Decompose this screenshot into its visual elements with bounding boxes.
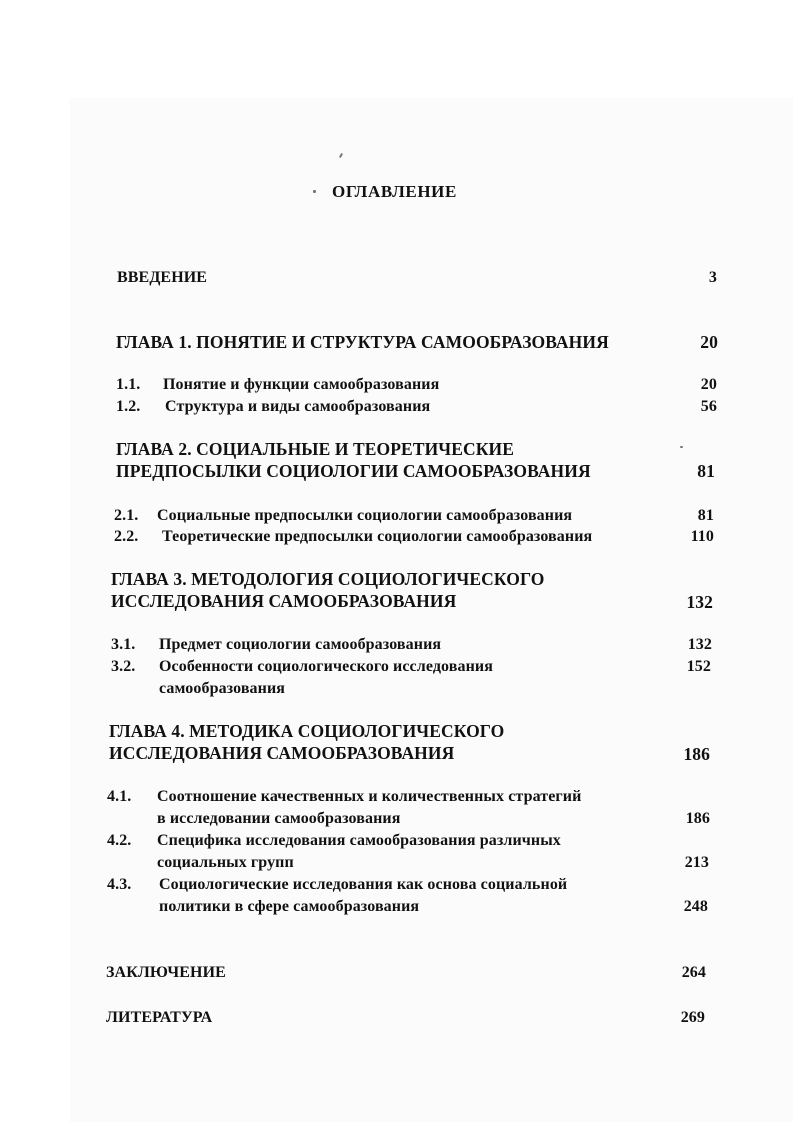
- section-1-2-page: 56: [700, 398, 717, 415]
- section-4-2-number: 4.2.: [107, 832, 132, 849]
- section-4-2-title-line-1: Специфика исследования самообразования различных: [157, 832, 561, 849]
- section-2-1-page: 81: [697, 507, 714, 524]
- section-4-1-title-line-1: Соотношение качественных и количественных стратегий: [157, 788, 582, 805]
- section-3-2-number: 3.2.: [111, 658, 136, 675]
- chapter-2-title-line-2: ПРЕДПОСЫЛКИ СОЦИОЛОГИИ САМООБРАЗОВАНИЯ: [116, 461, 591, 481]
- section-2-1-title: Социальные предпосылки социологии самообразования: [157, 507, 573, 524]
- section-1-1-number: 1.1.: [116, 376, 141, 393]
- chapter-2-title-line-1: ГЛАВА 2. СОЦИАЛЬНЫЕ И ТЕОРЕТИЧЕСКИЕ: [116, 439, 515, 459]
- chapter-4-title-line-1: ГЛАВА 4. МЕТОДИКА СОЦИОЛОГИЧЕСКОГО: [109, 721, 505, 741]
- section-1-2-number: 1.2.: [116, 398, 141, 415]
- section-3-2-page: 152: [686, 658, 711, 675]
- chapter-3-page: 132: [686, 592, 713, 612]
- section-4-2-page: 213: [684, 854, 709, 871]
- section-3-1-page: 132: [687, 636, 712, 653]
- section-1-1-page: 20: [700, 376, 717, 393]
- section-4-1-number: 4.1.: [107, 788, 132, 805]
- section-3-2-title-line-1: Особенности социологического исследования: [159, 658, 493, 675]
- literature-page: 269: [680, 1009, 705, 1026]
- section-3-1-number: 3.1.: [111, 636, 136, 653]
- section-4-3-page: 248: [683, 898, 708, 915]
- chapter-3-title-line-2: ИССЛЕДОВАНИЯ САМООБРАЗОВАНИЯ: [111, 591, 457, 611]
- section-3-2-title-line-2: самообразования: [159, 680, 286, 697]
- section-4-2-title-line-2: социальных групп: [157, 854, 294, 871]
- literature-label: ЛИТЕРАТУРА: [106, 1009, 213, 1026]
- section-4-3-title-line-1: Социологические исследования как основа социальной: [159, 876, 568, 893]
- section-2-1-number: 2.1.: [114, 507, 139, 524]
- toc-title: ОГЛАВЛЕНИЕ: [332, 182, 457, 201]
- conclusion-label: ЗАКЛЮЧЕНИЕ: [106, 964, 226, 981]
- section-4-1-title-line-2: в исследовании самообразования: [157, 810, 401, 827]
- section-2-2-title: Теоретические предпосылки социологии самообразования: [162, 528, 593, 545]
- chapter-3-title-line-1: ГЛАВА 3. МЕТОДОЛОГИЯ СОЦИОЛОГИЧЕСКОГО: [111, 569, 545, 589]
- section-4-3-number: 4.3.: [107, 876, 132, 893]
- chapter-2-page: 81: [697, 461, 715, 481]
- intro-label: ВВЕДЕНИЕ: [117, 269, 208, 286]
- chapter-1-title: ГЛАВА 1. ПОНЯТИЕ И СТРУКТУРА САМООБРАЗОВАНИЯ: [116, 332, 609, 352]
- section-1-1-title: Понятие и функции самообразования: [163, 376, 440, 393]
- section-4-3-title-line-2: политики в сфере самообразования: [159, 898, 420, 915]
- section-3-1-title: Предмет социологии самообразования: [159, 636, 442, 653]
- section-4-1-page: 186: [685, 810, 710, 827]
- section-2-2-page: 110: [690, 528, 714, 545]
- chapter-1-page: 20: [700, 332, 718, 352]
- scan-speck: [680, 446, 683, 448]
- conclusion-page: 264: [681, 964, 706, 981]
- chapter-4-page: 186: [683, 744, 710, 764]
- scan-speck: [313, 190, 316, 193]
- section-2-2-number: 2.2.: [114, 528, 139, 545]
- intro-page: 3: [708, 269, 717, 286]
- section-1-2-title: Структура и виды самообразования: [165, 398, 431, 415]
- chapter-4-title-line-2: ИССЛЕДОВАНИЯ САМООБРАЗОВАНИЯ: [109, 743, 455, 763]
